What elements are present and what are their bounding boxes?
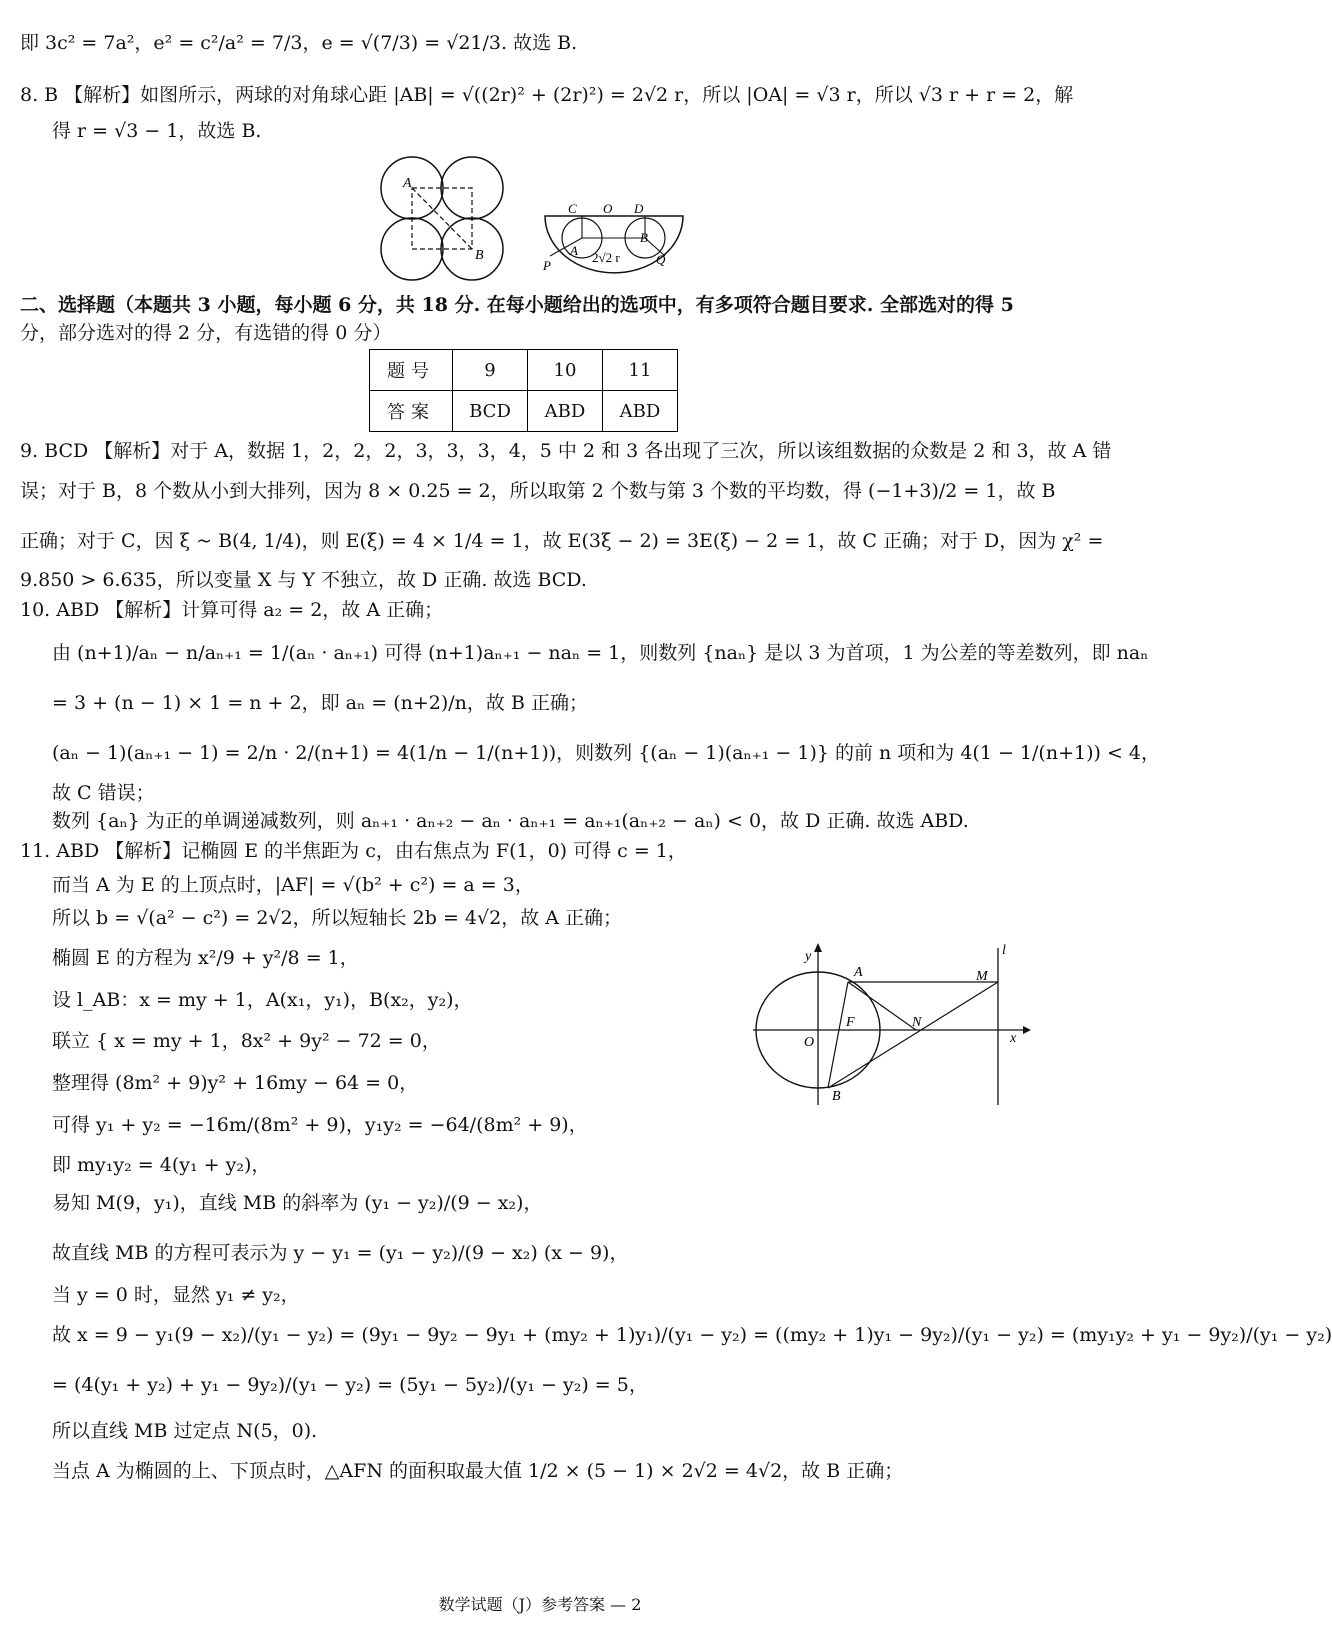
line-15: 11. ABD 【解析】记椭圆 E 的半焦距为 c，由右焦点为 F(1，0) 可得 c = 1，: [20, 840, 687, 862]
line-6: 误；对于 B，8 个数从小到大排列，因为 8 × 0.25 = 2，所以取第 2 个数与第 3 个数的平均数，得 (−1+3)/2 = 1，故 B: [20, 480, 1056, 502]
line-29: 所以直线 MB 过定点 N(5，0).: [52, 1420, 318, 1442]
line-22: 可得 y₁ + y₂ = −16m/(8m² + 9)，y₁y₂ = −64/(8m² + 9)，: [52, 1114, 588, 1136]
table-cell: 10: [528, 350, 603, 391]
answer-table: [369, 349, 678, 432]
line-26: 当 y = 0 时，显然 y₁ ≠ y₂，: [52, 1284, 300, 1306]
figure-ellipse: [748, 940, 1038, 1110]
line-20: 联立 { x = my + 1，8x² + 9y² − 72 = 0，: [52, 1030, 441, 1052]
label-b: B: [640, 230, 648, 245]
line-10: 由 (n+1)/aₙ − n/aₙ₊₁ = 1/(aₙ · aₙ₊₁) 可得 (n+1)aₙ₊₁ − naₙ = 1，则数列 {naₙ} 是以 3 为首项，1 为公差的等差数列，即 naₙ: [52, 642, 1149, 664]
line-5: 9. BCD 【解析】对于 A，数据 1，2，2，2，3，3，3，4，5 中 2 和 3 各出现了三次，所以该组数据的众数是 2 和 3，故 A 错: [20, 440, 1112, 462]
table-cell: 9: [453, 350, 528, 391]
segment-bm: [828, 982, 998, 1088]
line-18: 椭圆 E 的方程为 x²/9 + y²/8 = 1，: [52, 947, 359, 969]
line-30: 当点 A 为椭圆的上、下顶点时，△AFN 的面积取最大值 1/2 × (5 − 1) × 2√2 = 4√2，故 B 正确；: [52, 1460, 904, 1482]
label-b: B: [475, 248, 484, 263]
label-a: A: [570, 243, 578, 258]
label-c: C: [568, 201, 577, 216]
line-17: 所以 b = √(a² − c²) = 2√2，所以短轴长 2b = 4√2，故 A 正确；: [52, 907, 622, 929]
table-cell: BCD: [453, 391, 528, 432]
line-11: = 3 + (n − 1) × 1 = n + 2，即 aₙ = (n+2)/n，故 B 正确；: [52, 692, 588, 714]
label-p: P: [543, 258, 551, 273]
line-0: 即 3c² = 7a²，e² = c²/a² = 7/3，e = √(7/3) = √21/3. 故选 B.: [20, 32, 578, 54]
label-o: O: [804, 1035, 815, 1050]
x-axis-arrow: [1023, 1026, 1031, 1034]
label-n: N: [912, 1015, 922, 1030]
segment-an: [848, 982, 916, 1030]
label-b: B: [832, 1089, 841, 1104]
line-27: 故 x = 9 − y₁(9 − x₂)/(y₁ − y₂) = (9y₁ − 9y₂ − 9y₁ + (my₂ + 1)y₁)/(y₁ − y₂) = ((my₂ + 1)y₁ − 9y₂)/(y₁ − y₂) = (my₁y₂ + y₁ − 9y₂)/(y₁ − y₂): [52, 1324, 1332, 1346]
figure-four-balls: [375, 155, 510, 285]
table-row: [370, 391, 678, 432]
line-12: (aₙ − 1)(aₙ₊₁ − 1) = 2/n · 2/(n+1) = 4(1/n − 1/(n+1))，则数列 {(aₙ − 1)(aₙ₊₁ − 1)} 的前 n 项和为 4(1 − 1/(n+1)) < 4，: [52, 742, 1160, 764]
line-8: 9.850 > 6.635，所以变量 X 与 Y 不独立，故 D 正确. 故选 BCD.: [20, 569, 587, 591]
table-cell: 11: [603, 350, 678, 391]
table-header-cell: 答案: [370, 391, 453, 432]
line-1: 8. B 【解析】如图所示，两球的对角球心距 |AB| = √((2r)² + (2r)²) = 2√2 r，所以 |OA| = √3 r，所以 √3 r + r = 2，解: [20, 84, 1074, 106]
line-9: 10. ABD 【解析】计算可得 a₂ = 2，故 A 正确；: [20, 599, 444, 621]
line-14: 数列 {aₙ} 为正的单调递减数列，则 aₙ₊₁ · aₙ₊₂ − aₙ · aₙ₊₁ = aₙ₊₁(aₙ₊₂ − aₙ) < 0，故 D 正确. 故选 ABD.: [52, 810, 969, 832]
line-24: 易知 M(9，y₁)，直线 MB 的斜率为 (y₁ − y₂)/(9 − x₂)，: [52, 1192, 543, 1214]
line-7: 正确；对于 C，因 ξ ~ B(4, 1/4)，则 E(ξ) = 4 × 1/4 = 1，故 E(3ξ − 2) = 3E(ξ) − 2 = 1，故 C 正确；对于 D，因为 χ² =: [20, 530, 1104, 552]
line-4: 分，部分选对的得 2 分，有选错的得 0 分）: [20, 322, 392, 344]
label-f: F: [846, 1015, 855, 1030]
line-28: = (4(y₁ + y₂) + y₁ − 9y₂)/(y₁ − y₂) = (5y₁ − 5y₂)/(y₁ − y₂) = 5，: [52, 1374, 648, 1396]
table-cell: ABD: [528, 391, 603, 432]
label-o: O: [603, 201, 613, 216]
line-23: 即 my₁y₂ = 4(y₁ + y₂)，: [52, 1154, 271, 1176]
label-q: Q: [656, 252, 666, 267]
label-d: D: [634, 201, 644, 216]
label-m: M: [976, 969, 988, 984]
label-y: y: [805, 949, 812, 964]
line-16: 而当 A 为 E 的上顶点时，|AF| = √(b² + c²) = a = 3，: [52, 874, 534, 896]
line-13: 故 C 错误；: [52, 782, 155, 804]
line-21: 整理得 (8m² + 9)y² + 16my − 64 = 0，: [52, 1072, 419, 1094]
label-a: A: [854, 965, 863, 980]
y-axis-arrow: [814, 943, 822, 952]
label-x: x: [1010, 1031, 1017, 1046]
line-19: 设 l_AB：x = my + 1，A(x₁，y₁)，B(x₂，y₂)，: [52, 989, 473, 1011]
table-cell: ABD: [603, 391, 678, 432]
label-a: A: [403, 176, 412, 191]
line-3: 二、选择题（本题共 3 小题，每小题 6 分，共 18 分. 在每小题给出的选项中，有多项符合题目要求. 全部选对的得 5: [20, 294, 1014, 316]
table-header-cell: 题号: [370, 350, 453, 391]
segment-ab: [828, 982, 848, 1088]
table-row: [370, 350, 678, 391]
label-l: l: [1002, 943, 1006, 958]
label-length: 2√2 r: [592, 250, 620, 265]
line-2: 得 r = √3 − 1，故选 B.: [52, 120, 262, 142]
page-footer: 数学试题（J）参考答案 — 2: [438, 1595, 642, 1614]
figure-semicircle: [540, 200, 690, 280]
line-25: 故直线 MB 的方程可表示为 y − y₁ = (y₁ − y₂)/(9 − x₂) (x − 9)，: [52, 1242, 629, 1264]
